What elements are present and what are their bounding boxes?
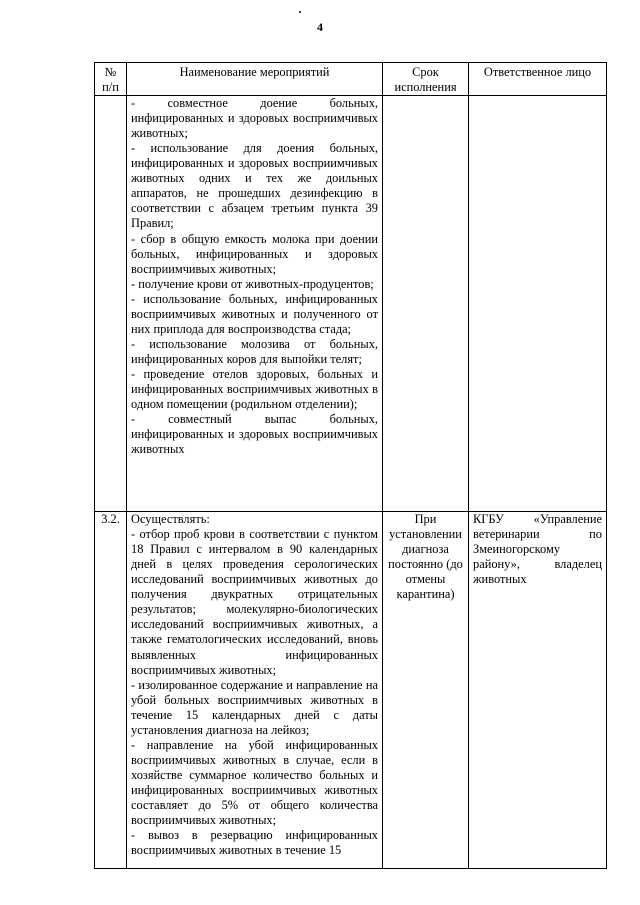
list-item: - совместное доение больных, инфицированных и здоровых восприимчивых животных; (131, 96, 378, 141)
list-item: - изолированное содержание и направление на убой больных восприимчивых животных в течение 15 календарных дней с даты установления диагноза на лейкоз; (131, 677, 378, 737)
table-row (95, 96, 607, 512)
term-cell (383, 96, 469, 512)
list-item: - направление на убой инфицированных восприимчивых животных в случае, если в хозяйстве суммарное количество больных и инфицированных восприимчивых животных составляет до 5% от общего количества восприимчивых животных; (131, 737, 378, 828)
row-number (95, 96, 127, 512)
term-cell: При установлении диагноза постоянно (до отмены карантина) (383, 512, 469, 869)
header-measures: Наименование мероприятий (127, 63, 383, 96)
list-item: - проведение отелов здоровых, больных и инфицированных восприимчивых животных в одном помещении (родильном отделении); (131, 366, 378, 412)
list-item: - отбор проб крови в соответствии с пунктом 18 Правил с интервалом в 90 календарных дней в целях проведения серологических исследований восприимчивых животных до получения двукратных отрицательных результатов; молекулярно-биологических исследований восприимчивых животных, а также гематологических исследований, вновь выявленных инфицированных восприимчивых животных; (131, 527, 378, 677)
row-number: 3.2. (95, 512, 127, 869)
scan-dot (299, 11, 301, 13)
list-item: - использование для доения больных, инфицированных и здоровых восприимчивых животных одних и тех же доильных аппаратов, не прошедших дезинфекцию в соответствии с абзацем третьим пункта 39 Правил; (131, 141, 378, 231)
list-item: - получение крови от животных-продуцентов; (131, 276, 374, 291)
responsible-cell (469, 96, 607, 512)
measures-cell (127, 96, 383, 512)
header-number: № п/п (95, 63, 127, 96)
list-item: - совместный выпас больных, инфицированных и здоровых восприимчивых животных (131, 412, 378, 457)
header-term: Срок исполнения (383, 63, 469, 96)
table-header-row (95, 63, 607, 96)
list-item: - сбор в общую емкость молока при доении больных, инфицированных и здоровых восприимчивых животных; (131, 231, 378, 276)
table-row (95, 512, 607, 869)
page-number: 4 (317, 20, 323, 34)
header-responsible: Ответственное лицо (469, 63, 607, 96)
list-item: Осуществлять: (131, 512, 210, 527)
list-item: - использование больных, инфицированных восприимчивых животных и полученного от них приплода для воспроизводства стада; (131, 291, 378, 336)
responsible-cell: КГБУ «Управление ветеринарии по Змеиногорскому району», владелец животных (469, 512, 607, 869)
measures-table (94, 62, 607, 869)
measures-cell (127, 512, 383, 869)
list-item: - использование молозива от больных, инфицированных коров для выпойки телят; (131, 336, 378, 366)
list-item: - вывоз в резервацию инфицированных восприимчивых животных в течение 15 (131, 828, 378, 858)
